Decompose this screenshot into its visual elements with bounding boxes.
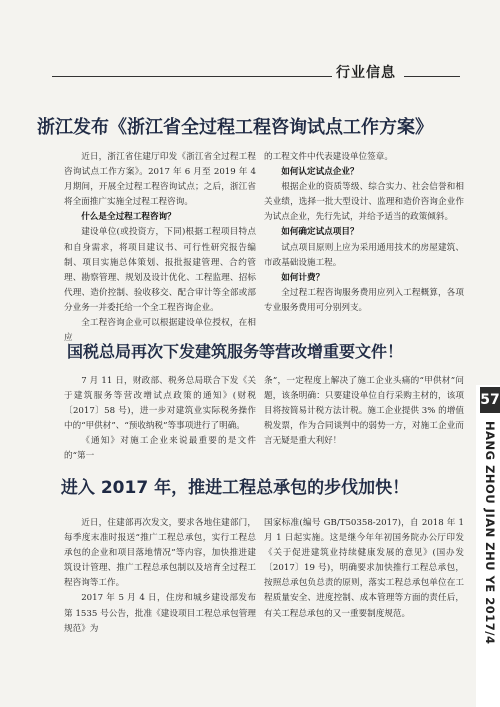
- article1-left-column: [64, 150, 256, 346]
- paragraph: 全工程咨询企业可以根据建设单位授权，在相应: [64, 318, 256, 344]
- paragraph: 全过程工程咨询服务费用应列入工程概算，各项专业服务费用可分别列支。: [264, 287, 464, 313]
- article2-left-column: [64, 374, 256, 465]
- article1-right-column: [264, 150, 464, 316]
- paragraph-continued: 条”，一定程度上解决了施工企业头痛的“甲供材”问题，该条明确：只要建设单位自行采购主材的，该项目将按简易计税方法计税。施工企业提供 3% 的增值税发票，作为合同谈判中的弱势一方，对施工企业而言无疑是重大利好！: [264, 376, 464, 447]
- paragraph: 建设单位(或投资方，下同)根据工程项目特点和自身需求，将项目建议书、可行性研究报告编制、项目实施总体策划、报批报建管理、合约管理、勘察管理、规划及设计优化、工程监理、招标代理、造价控制、验收移交、配合审计等全部或部分业务一并委托给一个全工程咨询企业。: [64, 227, 256, 313]
- question-heading: 如何计费？: [281, 272, 325, 283]
- article3-left-column: [64, 516, 256, 637]
- paragraph: 《通知》对施工企业来说最重要的是文件的“第一: [64, 436, 256, 462]
- paragraph: 根据企业的资质等级、综合实力、社会信誉和相关业绩，选择一批大型设计、监理和造价咨询企业作为试点企业，先行先试，并给予适当的政策倾斜。: [264, 182, 464, 223]
- paragraph: 2017 年 5 月 4 日，住房和城乡建设部发布第 1535 号公告，批准《建设项目工程总承包管理规范》为: [64, 593, 256, 634]
- side-tab-accent: 57: [480, 387, 500, 413]
- paragraph: 试点项目原则上应为采用通用技术的房屋建筑、市政基础设施工程。: [264, 242, 464, 268]
- paragraph-continued: 国家标准(编号 GB/T50358-2017)，自 2018 年 1 月 1 日起实施。这是继今年年初国务院办公厅印发《关于促进建筑业持续健康发展的意见》(国办发〔2017〕19 号)，明确要求加快推行工程总承包，按照总承包负总责的原则，落实工程总承包单位在工程质量安全、进度控制、成本管理等方面的责任后，有关工程总承包的又一重要制度规范。: [264, 518, 464, 619]
- article2-right-column: [264, 374, 464, 449]
- question-heading: 如何确定试点项目？: [281, 227, 359, 238]
- article2-title: 国税总局再次下发建筑服务等营改增重要文件！: [66, 342, 403, 361]
- side-tab-text: HANG ZHOU JIAN ZHU YE 2017/4: [483, 421, 497, 645]
- paragraph: 近日，住建部再次发文，要求各地住建部门，每季度末准时报送“推广工程总承包，实行工程总承包的企业和项目落地情况”等内容，加快推进建筑设计管理、推广工程总承包制以及培育全过程工程咨询等工作。: [64, 518, 256, 589]
- article3-right-column: [264, 516, 464, 622]
- header-rule-right: [404, 76, 460, 77]
- paragraph: 近日，浙江省住建厅印发《浙江省全过程工程咨询试点工作方案》。2017 年 6 月至 2019 年 4 月期间，开展全过程工程咨询试点；之后，浙江省将全面推广实施全过程工程咨询。: [64, 152, 256, 208]
- paragraph-continued: 的工程文件中代表建设单位签章。: [264, 152, 393, 162]
- question-heading: 如何认定试点企业？: [281, 167, 359, 178]
- side-tab: [476, 385, 500, 707]
- article3-title: 进入 2017 年，推进工程总承包的步伐加快！: [60, 478, 410, 498]
- paragraph: 7 月 11 日，财政部、税务总局联合下发《关于建筑服务等营改增试点政策的通知》(财税〔2017〕58 号)，进一步对建筑业实际税务操作中的“甲供材”、“预收纳税”等事项进行了明确。: [64, 376, 256, 432]
- article1-title: 浙江发布《浙江省全过程工程咨询试点工作方案》: [37, 117, 433, 138]
- section-label: 行业信息: [336, 65, 396, 81]
- question-heading: 什么是全过程工程咨询？: [81, 212, 176, 223]
- header-rule-left: [52, 76, 332, 77]
